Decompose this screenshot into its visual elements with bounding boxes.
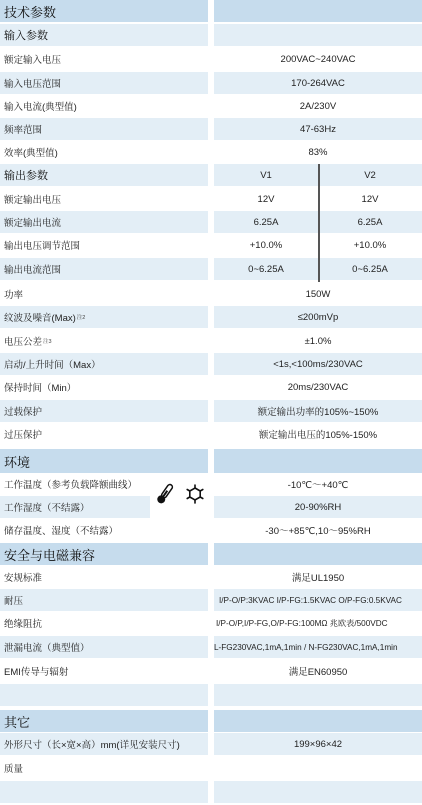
row-label: 耐压 xyxy=(0,589,208,611)
env-icons xyxy=(150,480,210,510)
table-row xyxy=(0,188,422,210)
section-title-other: 其它 xyxy=(0,710,208,732)
thermometer-icon xyxy=(154,482,176,506)
section-header-right xyxy=(214,543,422,565)
empty-value xyxy=(214,781,422,803)
row-value: 199×96×42 xyxy=(214,733,422,755)
row-value: 20ms/230VAC xyxy=(287,381,349,393)
table-row xyxy=(0,781,422,803)
table-row xyxy=(0,118,422,140)
row-value: -10℃～+40℃ xyxy=(287,480,349,491)
section-header-right xyxy=(214,449,422,473)
section-header-right xyxy=(214,0,422,22)
table-row xyxy=(0,211,422,233)
section-title-env: 环境 xyxy=(0,449,208,473)
row-label: 外形尺寸（长×宽×高）mm(详见安装尺寸) xyxy=(0,733,208,755)
table-row xyxy=(0,48,422,70)
row-label: 质量 xyxy=(4,764,24,775)
table-row xyxy=(0,496,422,518)
row-label: 过载保护 xyxy=(0,400,208,422)
table-row xyxy=(0,376,422,398)
column-v2: V2 xyxy=(364,169,376,181)
table-row xyxy=(0,519,422,541)
row-value: 150W xyxy=(305,288,331,300)
row-label: 工作温度（参考负载降额曲线） xyxy=(4,480,138,491)
subsection-title-output: 输出参数 xyxy=(0,164,208,186)
row-value: 20-90%RH xyxy=(214,496,422,518)
row-label-wrap xyxy=(0,330,208,352)
section-title-tech: 技术参数 xyxy=(0,0,208,22)
row-label: 纹波及噪音(Max) xyxy=(4,313,76,324)
subsection-output xyxy=(0,164,422,186)
table-row xyxy=(0,400,422,422)
row-label: 功率 xyxy=(4,290,24,301)
row-label: 输出电流范围 xyxy=(0,258,208,280)
row-value: ≤200mVp xyxy=(214,306,422,328)
table-row xyxy=(0,258,422,280)
row-label: 泄漏电流（典型值） xyxy=(0,636,208,658)
table-row xyxy=(0,589,422,611)
value-v1: 6.25A xyxy=(253,216,279,228)
subsection-right xyxy=(214,24,422,46)
table-row xyxy=(0,566,422,588)
table-row xyxy=(0,95,422,117)
value-v2: 0~6.25A xyxy=(352,263,388,275)
table-row xyxy=(0,757,422,779)
row-label: 过压保护 xyxy=(4,430,43,441)
value-v1: +10.0% xyxy=(249,239,283,251)
spacer-row xyxy=(0,684,422,706)
row-value: 满足EN60950 xyxy=(288,667,348,678)
row-value xyxy=(214,757,422,779)
row-label: 保持时间（Min） xyxy=(4,383,77,394)
row-value: 额定输出电压的105%-150% xyxy=(258,430,378,441)
row-value: 满足UL1950 xyxy=(291,573,345,584)
row-label: 绝缘阻抗 xyxy=(4,619,43,630)
row-value: 47-63Hz xyxy=(214,118,422,140)
spacer-left xyxy=(0,684,208,706)
row-value: -30～+85℃,10～95%RH xyxy=(265,526,371,537)
table-row xyxy=(0,330,422,352)
row-label: 效率(典型值) xyxy=(4,148,58,159)
row-value: ±1.0% xyxy=(304,335,332,347)
row-label: 启动/上升时间（Max） xyxy=(0,353,208,375)
row-value: I/P-O/P,I/P-FG,O/P-FG:100MΩ 兆欧表/500VDC xyxy=(216,618,388,628)
table-row xyxy=(0,72,422,94)
row-label: 额定输出电压 xyxy=(4,195,62,206)
row-label-wrap xyxy=(0,306,208,328)
section-header-other xyxy=(0,710,422,732)
row-value: I/P-O/P:3KVAC I/P-FG:1.5KVAC O/P-FG:0.5KVAC xyxy=(214,589,422,611)
value-v1: 0~6.25A xyxy=(248,263,284,275)
section-header-right xyxy=(214,710,422,732)
footnote-mark: 注2 xyxy=(76,315,86,321)
table-row xyxy=(0,733,422,755)
column-divider xyxy=(318,164,320,282)
row-value: 额定输出功率的105%~150% xyxy=(214,400,422,422)
row-value: 83% xyxy=(308,146,328,158)
table-row xyxy=(0,473,422,495)
section-header-env xyxy=(0,449,422,473)
value-v2: +10.0% xyxy=(353,239,387,251)
table-row xyxy=(0,234,422,256)
row-value: L-FG230VAC,1mA,1min / N-FG230VAC,1mA,1min xyxy=(214,636,422,658)
row-value: <1s,<100ms/230VAC xyxy=(214,353,422,375)
table-row xyxy=(0,423,422,445)
row-label: 电压公差 xyxy=(4,337,43,348)
table-row xyxy=(0,306,422,328)
subsection-title-input: 输入参数 xyxy=(0,24,208,46)
row-label: 频率范围 xyxy=(0,118,208,140)
row-value: 170-264VAC xyxy=(214,72,422,94)
section-header-tech xyxy=(0,0,422,22)
table-row xyxy=(0,612,422,634)
row-label: 输入电压范围 xyxy=(0,72,208,94)
footnote-mark: 注3 xyxy=(43,339,52,345)
column-v1: V1 xyxy=(260,169,272,181)
section-title-safety: 安全与电磁兼容 xyxy=(0,543,208,565)
empty-label xyxy=(0,781,208,803)
table-row xyxy=(0,283,422,305)
row-label: 储存温度、湿度（不结露） xyxy=(4,526,119,537)
table-row xyxy=(0,660,422,682)
section-header-safety xyxy=(0,543,422,565)
subsection-input xyxy=(0,24,422,46)
snowflake-icon xyxy=(184,483,206,505)
row-label: 安规标准 xyxy=(4,573,43,584)
spacer-right xyxy=(214,684,422,706)
value-v1: 12V xyxy=(257,193,275,205)
row-value: 2A/230V xyxy=(299,100,337,112)
value-v2: 12V xyxy=(361,193,379,205)
table-row xyxy=(0,141,422,163)
row-label: 输出电压调节范围 xyxy=(4,241,81,252)
row-value: 200VAC~240VAC xyxy=(280,53,356,65)
row-label: 工作湿度（不结露） xyxy=(0,496,150,518)
value-v2: 6.25A xyxy=(357,216,383,228)
table-row xyxy=(0,636,422,658)
row-label: 额定输入电压 xyxy=(4,55,62,66)
row-label: EMI传导与辐射 xyxy=(4,667,69,678)
row-label: 额定输出电流 xyxy=(0,211,208,233)
table-row xyxy=(0,353,422,375)
row-label: 输入电流(典型值) xyxy=(4,102,77,113)
